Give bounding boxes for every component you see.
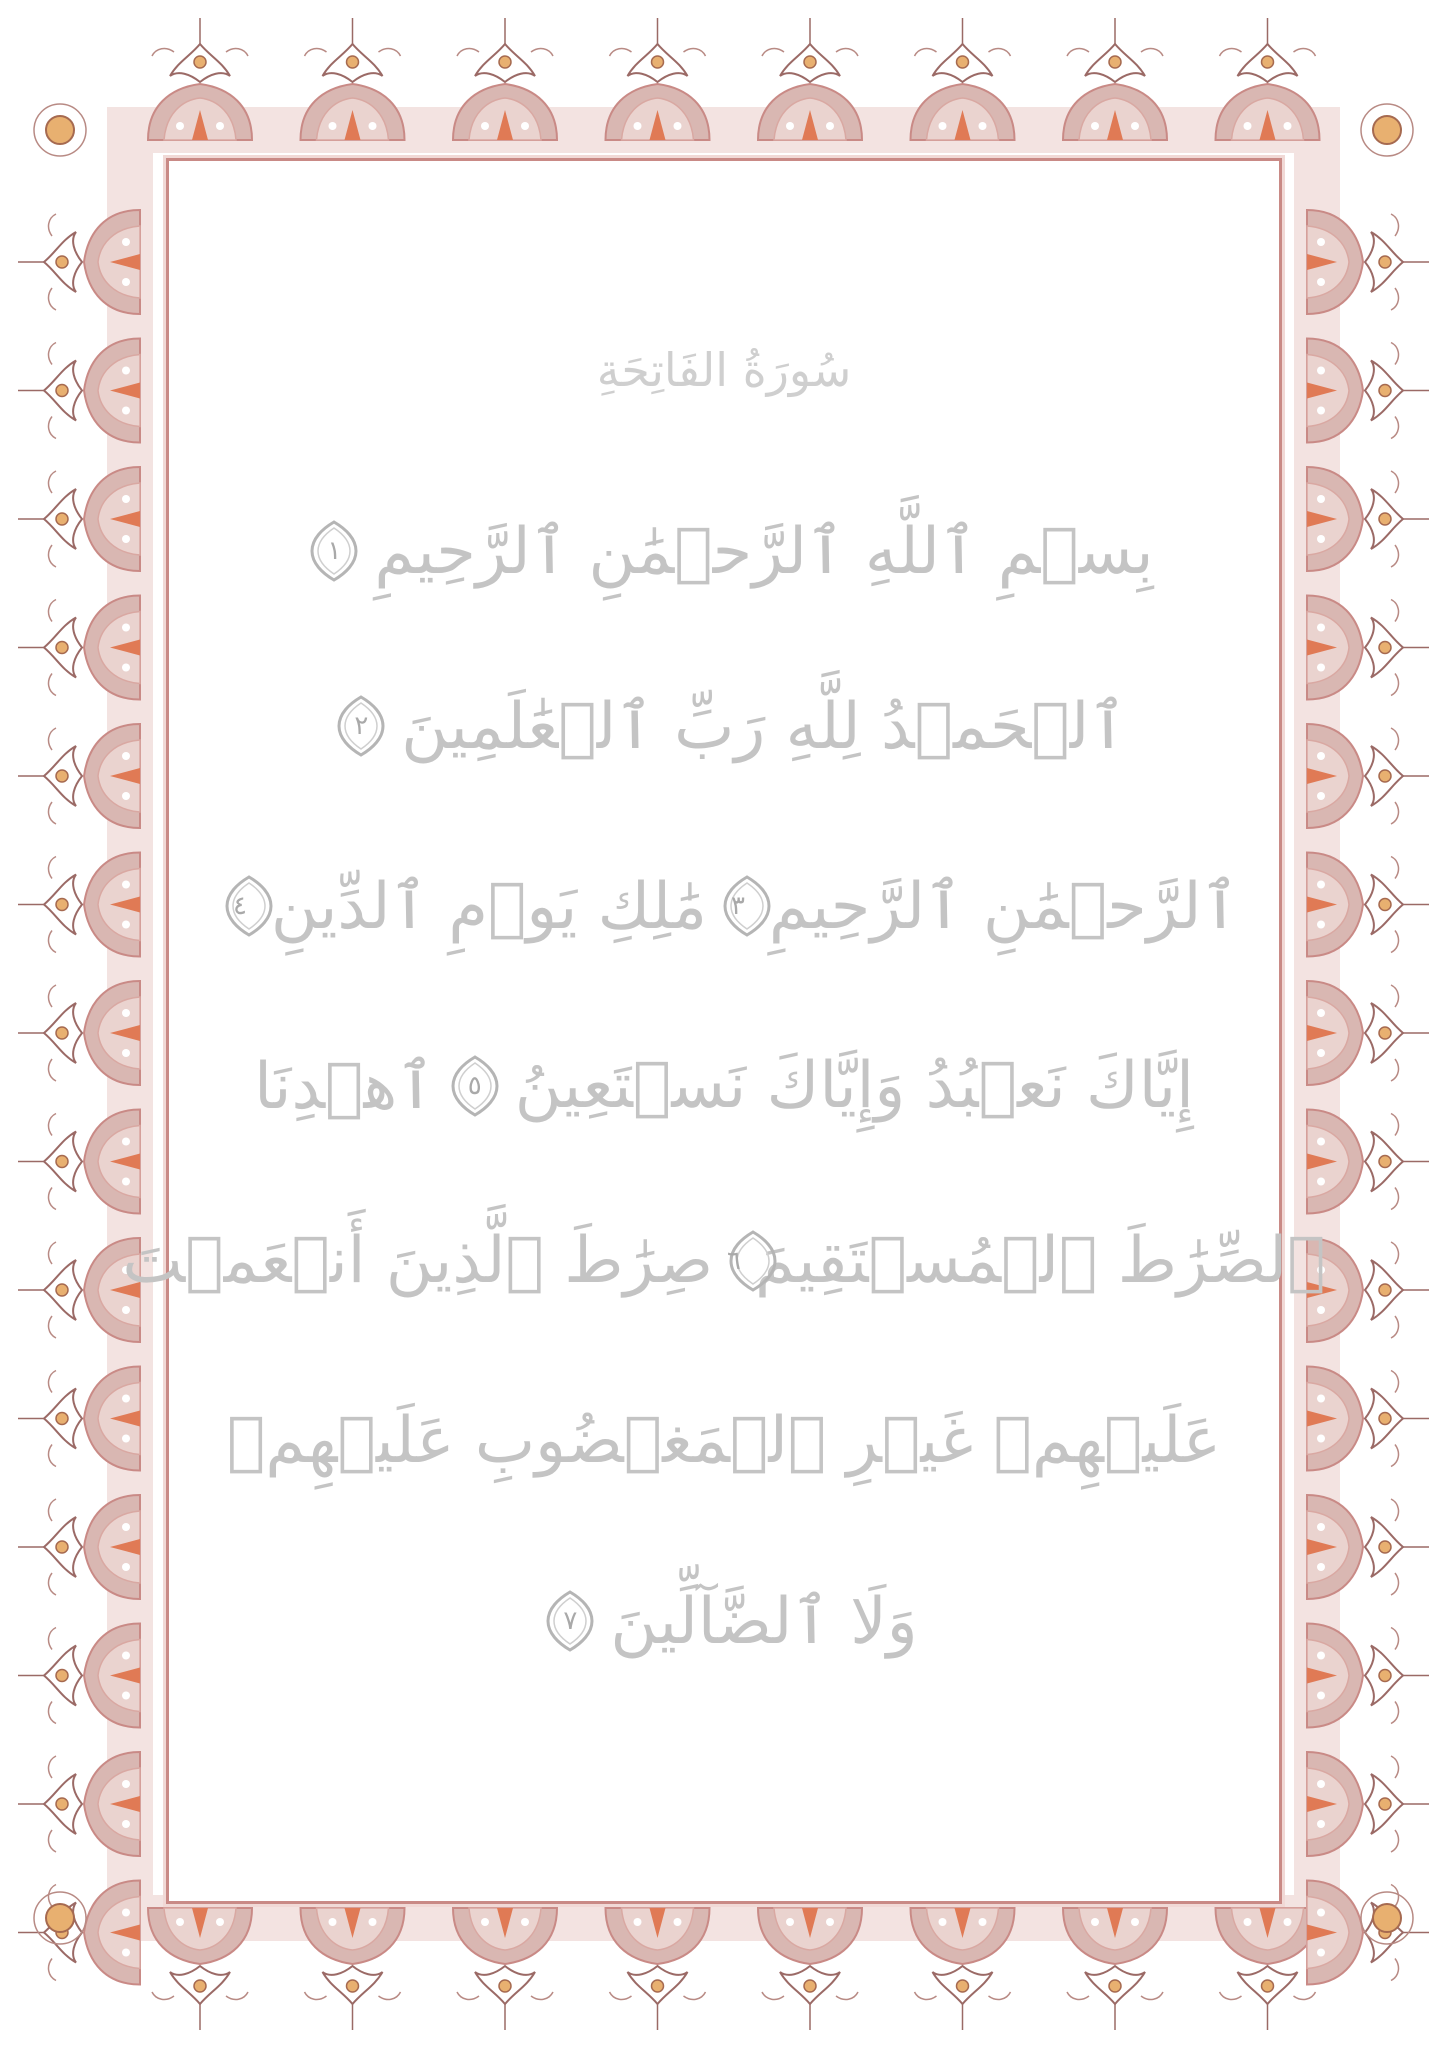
border-motif-icon [18,1752,140,1856]
border-motif-icon [453,18,557,140]
border-motif-icon [1307,1752,1429,1856]
border-motif-icon [1216,18,1320,140]
border-motif-icon [18,339,140,443]
border-motif-icon [18,1367,140,1471]
verse-text: مَٰلِكِ يَوۡمِ ٱلدِّينِ [270,869,707,944]
border-motif-icon [1307,1881,1429,1985]
border-motif-icon [18,1495,140,1599]
border-motif-icon [18,724,140,828]
verse-line [209,1566,1239,1676]
border-motif-icon [758,1908,862,2030]
verse-text: ٱلصِّرَٰطَ ٱلۡمُسۡتَقِيمَ [755,1224,1326,1298]
border-motif-icon [18,1881,140,1985]
ayah-number-marker: ٥ [449,1054,501,1118]
border-motif-icon [453,1908,557,2030]
ayah-number-marker: ٢ [335,694,387,758]
verse-line [122,1206,1326,1316]
verse-text: ٱهۡدِنَا [254,1049,435,1124]
border-motif-icon [1063,18,1167,140]
surah-title: سُورَةُ الفَاتِحَةِ [596,343,852,397]
border-motif-icon [18,1110,140,1214]
border-motif-icon [758,18,862,140]
border-motif-icon [1216,1908,1320,2030]
border-motif-icon [148,1908,252,2030]
border-motif-icon [1063,1908,1167,2030]
ayah-number-marker: ٣ [721,874,755,938]
verse-line [209,671,1239,781]
border-motif-icon [18,1624,140,1728]
border-motif-icon [301,18,405,140]
border-motif-icon [1307,981,1429,1085]
verse-line [209,851,1239,961]
corner-ornament-icon [1361,104,1413,156]
verse-text: وَلَا ٱلضَّآلِّينَ [610,1584,918,1659]
border-motif-icon [18,853,140,957]
border-motif-icon [606,1908,710,2030]
verse-line [209,1386,1239,1496]
border-motif-icon [1307,1495,1429,1599]
border-motif-icon [1307,724,1429,828]
ayah-number-marker: ١ [308,519,360,583]
border-motif-icon [1307,596,1429,700]
border-motif-icon [18,596,140,700]
border-motif-icon [1307,467,1429,571]
verse-text: صِرَٰطَ ٱلَّذِينَ أَنۡعَمۡتَ [122,1224,714,1298]
verse-text: ٱلۡحَمۡدُ لِلَّهِ رَبِّ ٱلۡعَٰلَمِينَ [401,689,1127,764]
ayah-number-marker: ٤ [223,874,257,938]
border-motif-icon [1307,339,1429,443]
border-motif-icon [18,981,140,1085]
mushaf-page [122,161,1326,1901]
border-motif-icon [606,18,710,140]
border-motif-icon [1307,210,1429,314]
border-motif-icon [911,18,1015,140]
border-motif-icon [301,1908,405,2030]
verse-text: بِسۡمِ ٱللَّهِ ٱلرَّحۡمَٰنِ ٱلرَّحِيمِ [374,514,1154,589]
border-motif-icon [1307,853,1429,957]
verse-line [209,1031,1239,1141]
border-motif-icon [1307,1367,1429,1471]
ayah-number-marker: ٦ [727,1229,741,1293]
verse-text: ٱلرَّحۡمَٰنِ ٱلرَّحِيمِ [768,869,1239,944]
ayah-number-marker: ٧ [544,1589,596,1653]
border-motif-icon [18,467,140,571]
border-motif-icon [18,210,140,314]
border-motif-icon [148,18,252,140]
verse-text: إِيَّاكَ نَعۡبُدُ وَإِيَّاكَ نَسۡتَعِينُ [514,1049,1194,1123]
border-motif-icon [1307,1624,1429,1728]
corner-ornament-icon [34,104,86,156]
text-panel [122,158,1326,1904]
verse-text: عَلَيۡهِمۡ غَيۡرِ ٱلۡمَغۡضُوبِ عَلَيۡهِمۡ [226,1404,1222,1478]
border-motif-icon [911,1908,1015,2030]
verse-line [209,496,1239,606]
border-motif-icon [1307,1110,1429,1214]
